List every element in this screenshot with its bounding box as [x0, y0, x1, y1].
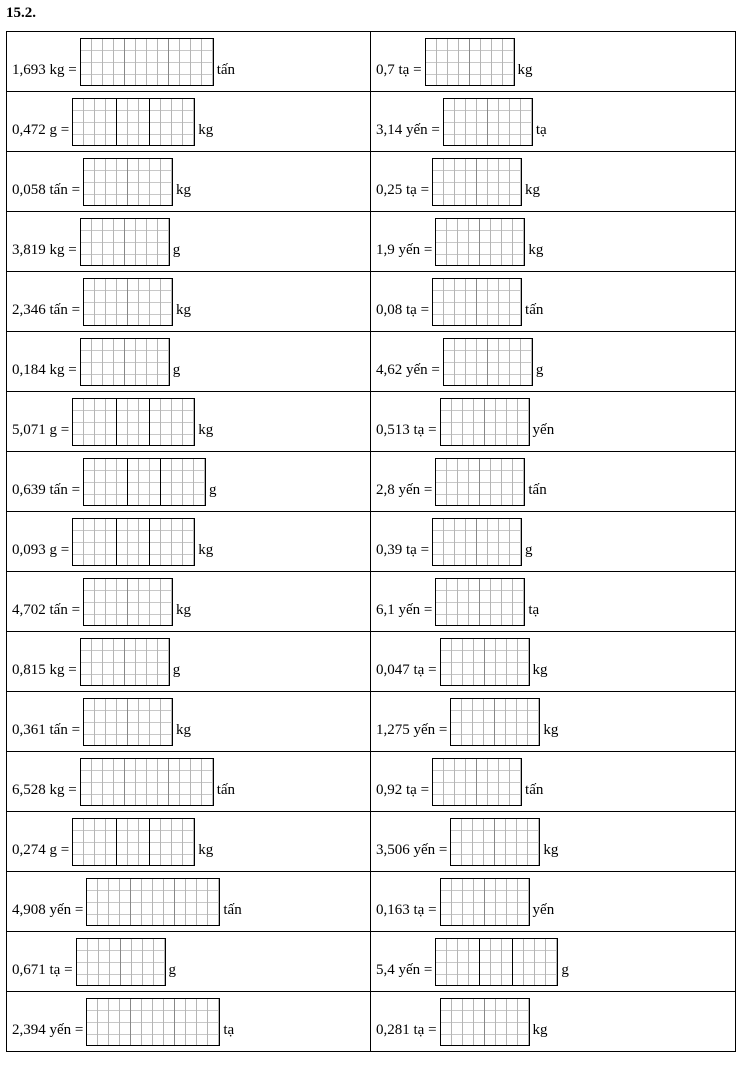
conversion-expression	[376, 278, 735, 326]
answer-grid[interactable]	[86, 878, 220, 926]
answer-grid[interactable]	[72, 98, 195, 146]
answer-grid[interactable]	[80, 638, 170, 686]
table-row	[7, 812, 736, 872]
expression-text: 0,815 kg =	[12, 662, 77, 678]
exercise-cell	[371, 572, 736, 632]
conversion-expression	[12, 578, 370, 626]
exercise-cell	[7, 752, 371, 812]
target-unit: kg	[543, 842, 559, 858]
target-unit: kg	[532, 1022, 548, 1038]
table-row	[7, 452, 736, 512]
answer-grid[interactable]	[440, 878, 530, 926]
target-unit: g	[172, 362, 181, 378]
expression-text: 0,671 tạ =	[12, 962, 73, 978]
table-row	[7, 92, 736, 152]
expression-text: 0,472 g =	[12, 122, 70, 138]
target-unit: tấn	[216, 62, 236, 78]
answer-grid[interactable]	[72, 518, 195, 566]
exercise-cell	[7, 392, 371, 452]
target-unit: tạ	[528, 602, 540, 618]
answer-grid[interactable]	[425, 38, 515, 86]
conversion-expression	[376, 938, 735, 986]
conversion-expression	[376, 458, 735, 506]
exercise-cell	[7, 632, 371, 692]
exercise-cell	[371, 332, 736, 392]
target-unit: kg	[525, 182, 541, 198]
conversion-expression	[376, 998, 735, 1046]
table-row	[7, 752, 736, 812]
conversion-expression	[12, 158, 370, 206]
answer-grid[interactable]	[83, 278, 173, 326]
answer-grid[interactable]	[443, 98, 533, 146]
exercise-cell	[371, 632, 736, 692]
answer-grid[interactable]	[432, 278, 522, 326]
exercise-cell	[371, 272, 736, 332]
target-unit: g	[172, 242, 181, 258]
table-row	[7, 932, 736, 992]
conversion-expression	[376, 758, 735, 806]
exercise-cell	[371, 872, 736, 932]
target-unit: yến	[532, 422, 555, 438]
exercise-cell	[7, 692, 371, 752]
answer-grid[interactable]	[440, 998, 530, 1046]
table-row	[7, 872, 736, 932]
exercise-cell	[371, 392, 736, 452]
conversion-expression	[12, 38, 370, 86]
exercise-cell	[371, 152, 736, 212]
target-unit: tấn	[216, 782, 236, 798]
target-unit: kg	[528, 242, 544, 258]
table-row	[7, 152, 736, 212]
table-row	[7, 392, 736, 452]
table-row	[7, 212, 736, 272]
expression-text: 0,7 tạ =	[376, 62, 422, 78]
exercise-cell	[7, 992, 371, 1052]
answer-grid[interactable]	[435, 458, 525, 506]
target-unit: g	[535, 362, 544, 378]
target-unit: g	[168, 962, 177, 978]
answer-grid[interactable]	[76, 938, 166, 986]
conversion-expression	[376, 158, 735, 206]
exercise-cell	[371, 692, 736, 752]
target-unit: kg	[176, 602, 192, 618]
conversion-expression	[12, 98, 370, 146]
expression-text: 0,361 tấn =	[12, 722, 81, 738]
answer-grid[interactable]	[86, 998, 220, 1046]
conversion-expression	[12, 278, 370, 326]
target-unit: tấn	[525, 782, 544, 798]
answer-grid[interactable]	[432, 758, 522, 806]
exercise-cell	[371, 452, 736, 512]
expression-text: 1,693 kg =	[12, 62, 77, 78]
exercise-cell	[7, 152, 371, 212]
exercise-cell	[7, 92, 371, 152]
answer-grid[interactable]	[435, 938, 558, 986]
table-row	[7, 572, 736, 632]
target-unit: g	[172, 662, 181, 678]
expression-text: 0,08 tạ =	[376, 302, 430, 318]
answer-grid[interactable]	[83, 458, 206, 506]
conversion-expression	[376, 218, 735, 266]
target-unit: kg	[176, 182, 192, 198]
expression-text: 4,62 yến =	[376, 362, 440, 378]
expression-text: 3,14 yến =	[376, 122, 440, 138]
answer-grid[interactable]	[450, 818, 540, 866]
conversion-expression	[12, 938, 370, 986]
table-row	[7, 32, 736, 92]
expression-text: 0,163 tạ =	[376, 902, 437, 918]
conversion-expression	[12, 218, 370, 266]
answer-grid[interactable]	[435, 218, 525, 266]
exercise-cell	[371, 32, 736, 92]
answer-grid[interactable]	[432, 158, 522, 206]
target-unit: yến	[532, 902, 555, 918]
expression-text: 0,639 tấn =	[12, 482, 81, 498]
table-row	[7, 692, 736, 752]
answer-grid[interactable]	[72, 398, 195, 446]
target-unit: tạ	[223, 1022, 235, 1038]
expression-text: 2,346 tấn =	[12, 302, 81, 318]
conversion-expression	[12, 998, 370, 1046]
conversion-expression	[376, 38, 735, 86]
conversion-expression	[376, 818, 735, 866]
conversion-expression	[12, 338, 370, 386]
conversion-expression	[12, 698, 370, 746]
conversion-expression	[376, 878, 735, 926]
exercise-cell	[7, 272, 371, 332]
expression-text: 0,058 tấn =	[12, 182, 81, 198]
answer-grid[interactable]	[83, 698, 173, 746]
exercise-cell	[7, 452, 371, 512]
target-unit: tạ	[535, 122, 547, 138]
conversion-expression	[12, 638, 370, 686]
target-unit: kg	[517, 62, 533, 78]
exercise-cell	[371, 992, 736, 1052]
answer-grid[interactable]	[80, 338, 170, 386]
exercise-cell	[371, 752, 736, 812]
exercise-cell	[7, 332, 371, 392]
target-unit: g	[525, 542, 533, 558]
exercise-cell	[7, 512, 371, 572]
answer-grid[interactable]	[443, 338, 533, 386]
expression-text: 4,908 yến =	[12, 902, 84, 918]
conversion-expression	[12, 758, 370, 806]
target-unit: kg	[543, 722, 559, 738]
expression-text: 0,25 tạ =	[376, 182, 430, 198]
target-unit: kg	[198, 122, 214, 138]
conversion-expression	[12, 398, 370, 446]
target-unit: g	[561, 962, 569, 978]
expression-text: 0,281 tạ =	[376, 1022, 437, 1038]
conversion-expression	[376, 98, 735, 146]
conversion-expression	[376, 518, 735, 566]
table-row	[7, 332, 736, 392]
conversion-expression	[12, 878, 370, 926]
exercise-cell	[7, 872, 371, 932]
table-row	[7, 632, 736, 692]
expression-text: 6,528 kg =	[12, 782, 77, 798]
answer-grid[interactable]	[83, 578, 173, 626]
table-row	[7, 272, 736, 332]
expression-text: 1,9 yến =	[376, 242, 433, 258]
expression-text: 2,394 yến =	[12, 1022, 84, 1038]
answer-grid[interactable]	[450, 698, 540, 746]
conversion-table	[6, 31, 736, 1052]
answer-grid[interactable]	[72, 818, 195, 866]
answer-grid[interactable]	[80, 758, 214, 806]
exercise-cell	[371, 812, 736, 872]
exercise-title: 15.2.	[6, 5, 36, 21]
expression-text: 4,702 tấn =	[12, 602, 81, 618]
answer-grid[interactable]	[83, 158, 173, 206]
conversion-expression	[376, 638, 735, 686]
expression-text: 6,1 yến =	[376, 602, 433, 618]
conversion-expression	[12, 818, 370, 866]
target-unit: tấn	[223, 902, 242, 918]
target-unit: g	[209, 482, 217, 498]
expression-text: 0,92 tạ =	[376, 782, 430, 798]
table-row	[7, 992, 736, 1052]
table-row	[7, 512, 736, 572]
conversion-expression	[376, 578, 735, 626]
target-unit: kg	[176, 722, 192, 738]
answer-grid[interactable]	[432, 518, 522, 566]
exercise-cell	[371, 92, 736, 152]
expression-text: 0,274 g =	[12, 842, 70, 858]
answer-grid[interactable]	[440, 398, 530, 446]
conversion-expression	[376, 398, 735, 446]
expression-text: 1,275 yến =	[376, 722, 448, 738]
answer-grid[interactable]	[80, 38, 214, 86]
answer-grid[interactable]	[440, 638, 530, 686]
target-unit: kg	[198, 542, 214, 558]
exercise-cell	[371, 512, 736, 572]
exercise-cell	[371, 932, 736, 992]
exercise-cell	[7, 212, 371, 272]
expression-text: 5,4 yến =	[376, 962, 433, 978]
target-unit: tấn	[528, 482, 547, 498]
exercise-cell	[7, 812, 371, 872]
expression-text: 0,047 tạ =	[376, 662, 437, 678]
expression-text: 0,093 g =	[12, 542, 70, 558]
expression-text: 2,8 yến =	[376, 482, 433, 498]
target-unit: kg	[198, 842, 214, 858]
answer-grid[interactable]	[435, 578, 525, 626]
exercise-cell	[7, 32, 371, 92]
conversion-expression	[376, 698, 735, 746]
target-unit: kg	[532, 662, 548, 678]
target-unit: tấn	[525, 302, 544, 318]
expression-text: 5,071 g =	[12, 422, 70, 438]
answer-grid[interactable]	[80, 218, 170, 266]
conversion-expression	[12, 518, 370, 566]
expression-text: 0,184 kg =	[12, 362, 77, 378]
exercise-cell	[371, 212, 736, 272]
expression-text: 3,819 kg =	[12, 242, 77, 258]
expression-text: 0,39 tạ =	[376, 542, 430, 558]
target-unit: kg	[176, 302, 192, 318]
conversion-expression	[12, 458, 370, 506]
expression-text: 3,506 yến =	[376, 842, 448, 858]
expression-text: 0,513 tạ =	[376, 422, 437, 438]
target-unit: kg	[198, 422, 214, 438]
exercise-cell	[7, 572, 371, 632]
exercise-cell	[7, 932, 371, 992]
conversion-expression	[376, 338, 735, 386]
